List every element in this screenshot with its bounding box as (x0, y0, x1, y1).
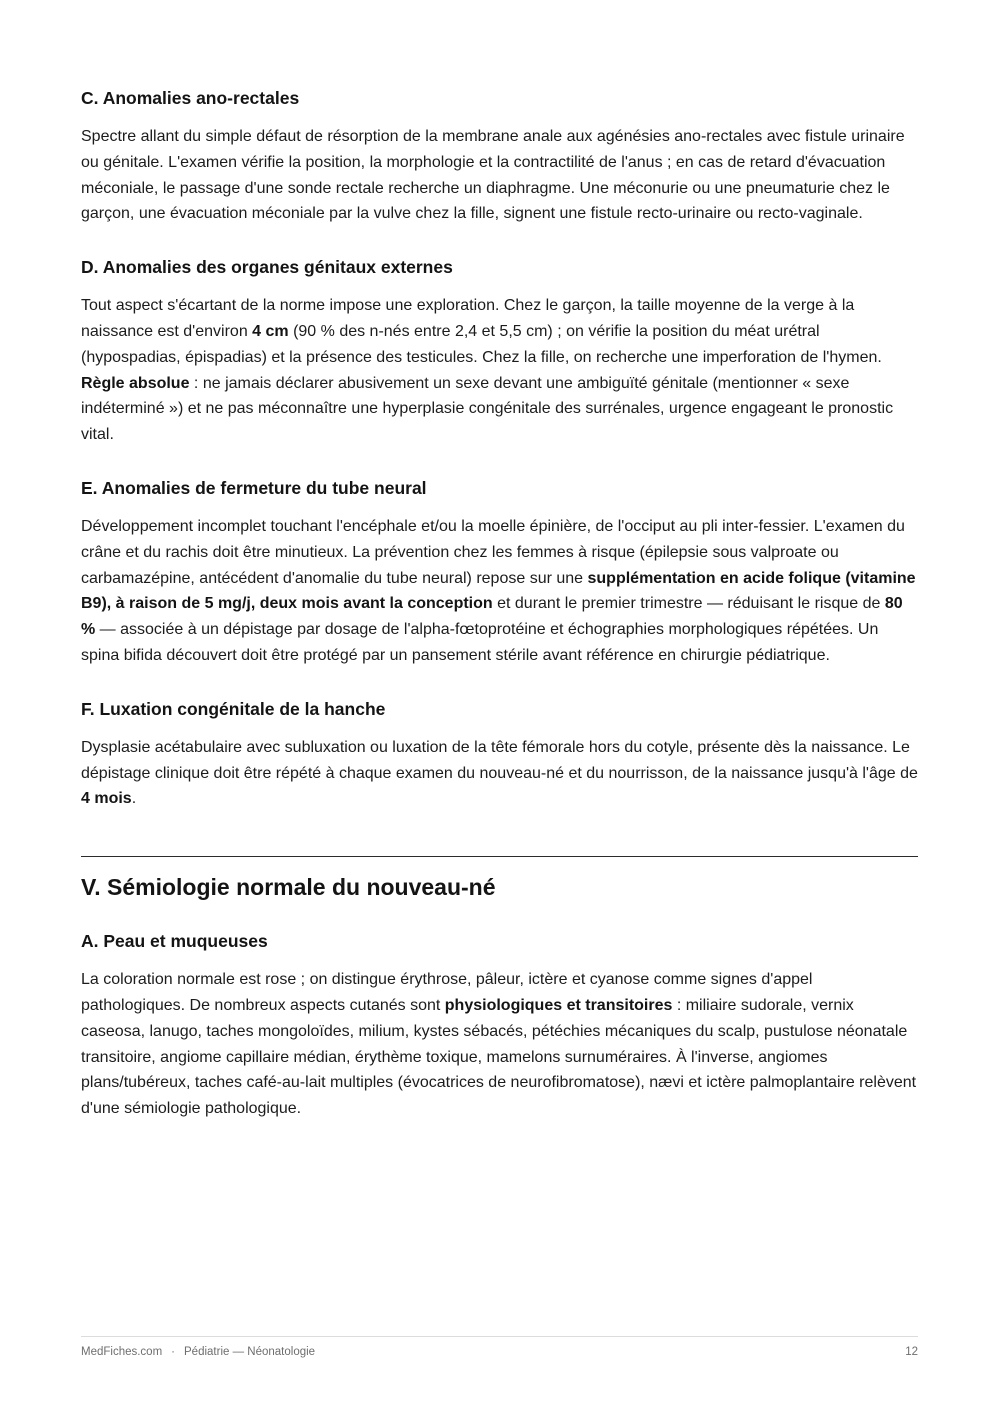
section-heading: D. Anomalies des organes génitaux externes (81, 257, 453, 278)
emphasis-text: 4 cm (252, 322, 289, 340)
document-page (81, 86, 918, 1122)
section-heading: A. Peau et muqueuses (81, 931, 268, 952)
body-text: Développement incomplet touchant l'encéphale et/ou la moelle épinière, de l'occiput au pli inter-fessier. L'examen du crâne et du rachis doit être minutieux. La prévention chez les femmes à risque (épilepsie sous valproate ou carbamazépine, antécédent d'anomalie du tube neural) repose sur une (81, 517, 905, 587)
footer-left (81, 1346, 315, 1358)
section-heading: E. Anomalies de fermeture du tube neural (81, 477, 427, 498)
emphasis-text: supplémentation en acide folique (vitamine B9), à raison de 5 mg/j, deux mois avant la conception (81, 569, 916, 613)
body-text: (90 % des n-nés entre 2,4 et 5,5 cm) ; on vérifie la position du méat urétral (hypospadias, épispadias) et la présence des testicules. Chez la fille, on recherche une imperforation de l'hymen. (81, 322, 882, 366)
section-anorectal (81, 86, 918, 227)
section-paragraph (81, 514, 918, 669)
body-text: Spectre allant du simple défaut de résorption de la membrane anale aux agénésies ano-rectales avec fistule urinaire ou génitale. L'examen vérifie la position, la morphologie et la contractilité de l'anus ; en cas de retard d'évacuation méconiale, le passage d'une sonde rectale recherche un diaphragme. Une méconurie ou une pneumaturie chez le garçon, une évacuation méconiale par la vulve chez la fille, signent une fistule recto-urinaire ou recto-vaginale. (81, 128, 905, 223)
section-hip (81, 697, 918, 812)
section-neural-tube (81, 476, 918, 669)
section-genital (81, 255, 918, 448)
emphasis-text: 80 % (81, 595, 903, 639)
footer-separator: · (171, 1346, 176, 1358)
body-text: Dysplasie acétabulaire avec subluxation ou luxation de la tête fémorale hors du cotyle, présente dès la naissance. Le dépistage clinique doit être répété à chaque examen du nouveau-né et du nourrisson, de la naissance jusqu'à l'âge de (81, 738, 918, 782)
section-heading: F. Luxation congénitale de la hanche (81, 698, 386, 719)
section-heading: C. Anomalies ano-rectales (81, 88, 300, 108)
page-footer (81, 1336, 918, 1358)
section-paragraph (81, 293, 918, 448)
section-paragraph (81, 967, 918, 1122)
body-text: . (131, 790, 137, 808)
body-text: : ne jamais déclarer abusivement un sexe devant une ambiguïté génitale (mentionner « sexe indéterminé ») et ne pas méconnaître une hyperplasie congénitale des surrénales, urgence engageant le pronostic vital. (81, 374, 894, 444)
emphasis-text: 4 mois (81, 790, 132, 808)
chapter-title: V. Sémiologie normale du nouveau-né (81, 874, 496, 901)
emphasis-text: physiologiques et transitoires (444, 996, 673, 1014)
footer-subject: Pédiatrie — Néonatologie (184, 1346, 316, 1358)
section-paragraph (81, 735, 918, 812)
body-text: : miliaire sudorale, vernix caseosa, lanugo, taches mongoloïdes, milium, kystes sébacés, pétéchies mécaniques du scalp, pustulose néonatale transitoire, angiome capillaire médian, érythème toxique, mamelons surnuméraires. À l'inverse, angiomes plans/tubéreux, taches café-au-lait multiples (évocatrices de neurofibromatose), nævi et ictère palmoplantaire relèvent d'une sémiologie pathologique. (81, 996, 917, 1118)
body-text: Tout aspect s'écartant de la norme impose une exploration. Chez le garçon, la taille moyenne de la verge à la naissance est d'environ (81, 297, 855, 340)
section-paragraph (81, 124, 918, 227)
body-text: La coloration normale est rose ; on distingue érythrose, pâleur, ictère et cyanose comme signes d'appel pathologiques. De nombreux aspects cutanés sont (81, 971, 813, 1014)
body-text: — associée à un dépistage par dosage de l'alpha-fœtoprotéine et échographies morphologiques répétées. Un spina bifida découvert doit être protégé par un pansement stérile avant référence en chirurgie pédiatrique. (81, 621, 879, 664)
chapter-divider (81, 856, 918, 857)
emphasis-text: Règle absolue (81, 374, 190, 392)
footer-site: MedFiches.com (81, 1346, 163, 1358)
body-text: et durant le premier trimestre — réduisant le risque de (492, 595, 885, 613)
section-skin (81, 929, 918, 1122)
page-number: 12 (905, 1346, 918, 1358)
